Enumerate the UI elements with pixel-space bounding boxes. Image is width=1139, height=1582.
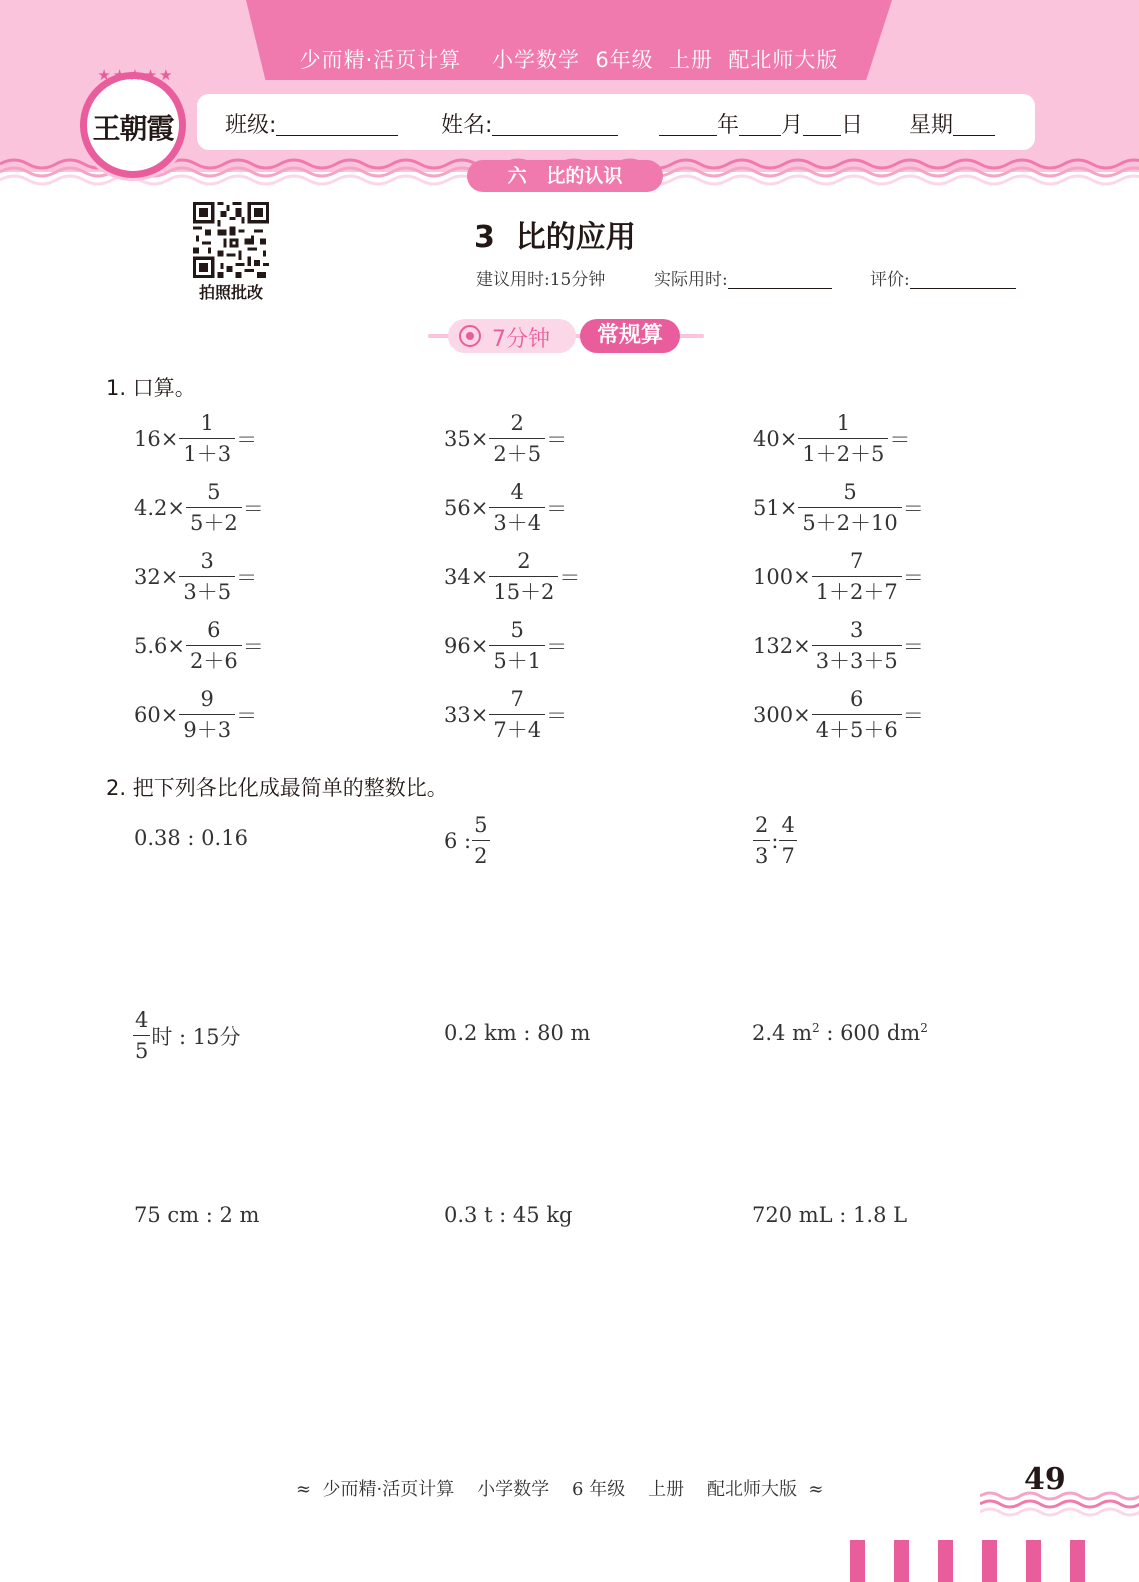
numerator: 6: [850, 687, 864, 711]
qr-code-icon[interactable]: [192, 202, 270, 278]
stripe: [1026, 1540, 1041, 1582]
footer-series: ≈ 少而精·活页计算 小学数学 6 年级 上册 配北师大版 ≈: [296, 1479, 824, 1500]
name-blank[interactable]: [492, 114, 618, 136]
equals-sign: ＝: [546, 634, 568, 659]
date-field[interactable]: [659, 108, 863, 139]
equals-sign: ＝: [242, 634, 264, 659]
superscript: 2: [920, 1021, 928, 1035]
month-blank[interactable]: [739, 114, 781, 136]
mental-math-problem: [753, 617, 924, 674]
mental-math-problem: [134, 410, 257, 467]
mental-math-problem: [444, 479, 567, 536]
denominator: 9＋3: [179, 714, 235, 743]
ratio-problem-7: 75 cm : 2 m: [134, 1203, 260, 1227]
stripe: [938, 1540, 953, 1582]
denominator: 5: [133, 1035, 150, 1064]
fraction: [179, 686, 235, 743]
actual-time-blank[interactable]: [728, 271, 832, 289]
mental-math-problem: [753, 410, 910, 467]
ratio-tail: 时 : 15分: [151, 1024, 241, 1049]
denominator: 7: [779, 840, 796, 869]
mental-math-problem: [134, 617, 264, 674]
numerator: 3: [200, 549, 214, 573]
equals-sign: ＝: [902, 565, 924, 590]
mental-math-problem: [134, 479, 264, 536]
numerator: 4: [510, 480, 524, 504]
fraction: [186, 479, 242, 536]
fraction: [133, 1007, 150, 1064]
fraction: [798, 479, 901, 536]
numerator: 5: [207, 480, 221, 504]
equals-sign: ＝: [236, 427, 258, 452]
ratio-lead: 6 :: [444, 828, 472, 853]
equals-sign: ＝: [546, 703, 568, 728]
numerator: 7: [850, 549, 864, 573]
denominator: 7＋4: [489, 714, 545, 743]
multiplicand: 100×: [753, 564, 811, 589]
denominator: 3＋4: [489, 507, 545, 536]
denominator: 4＋5＋6: [812, 714, 902, 743]
fraction: [779, 812, 796, 869]
fraction: [179, 548, 235, 605]
suggested-time: 建议用时:15分钟: [476, 270, 606, 290]
denominator: 1＋2＋7: [812, 576, 902, 605]
lesson-title: 3 比的应用: [474, 220, 636, 255]
multiplicand: 16×: [134, 426, 179, 451]
clock-icon: [459, 325, 481, 347]
name-label: 姓名:: [441, 113, 493, 138]
fraction: [489, 410, 545, 467]
weekday-label: 星期: [909, 113, 954, 138]
question-1-heading: 1. 口算。: [106, 376, 196, 400]
multiplicand: 51×: [753, 495, 798, 520]
ratio-problem-4: [132, 1007, 241, 1064]
multiplicand: 300×: [753, 702, 811, 727]
logo-text: 王朝霞: [92, 112, 174, 145]
mental-math-problem: [444, 617, 567, 674]
class-blank[interactable]: [276, 114, 398, 136]
multiplicand: 96×: [444, 633, 489, 658]
ratio-part: : 600 dm: [819, 1021, 921, 1045]
ratio-colon: :: [771, 828, 779, 853]
publisher-logo: [80, 72, 186, 178]
equals-sign: ＝: [902, 496, 924, 521]
actual-time-field[interactable]: [654, 265, 832, 290]
class-label: 班级:: [225, 113, 277, 138]
mental-math-problem: [134, 686, 257, 743]
fraction: [812, 686, 902, 743]
multiplicand: 132×: [753, 633, 811, 658]
denominator: 5＋2: [186, 507, 242, 536]
name-field[interactable]: [441, 108, 618, 139]
weekday-field[interactable]: [909, 108, 995, 139]
numerator: 7: [510, 687, 524, 711]
numerator: 6: [207, 618, 221, 642]
fraction: [186, 617, 242, 674]
multiplicand: 34×: [444, 564, 489, 589]
multiplicand: 56×: [444, 495, 489, 520]
fraction: [489, 479, 545, 536]
ratio-problem-8: 0.3 t : 45 kg: [444, 1203, 573, 1227]
mental-math-problem: [444, 548, 580, 605]
ratio-problem-5: 0.2 km : 80 m: [444, 1021, 591, 1045]
denominator: 3＋3＋5: [812, 645, 902, 674]
numerator: 3: [850, 618, 864, 642]
ratio-problem-6: [752, 1021, 928, 1045]
denominator: 5＋1: [489, 645, 545, 674]
stripe: [1070, 1540, 1085, 1582]
denominator: 1＋2＋5: [798, 438, 888, 467]
fraction: [489, 617, 545, 674]
year-label: 年: [717, 113, 740, 138]
multiplicand: 5.6×: [134, 633, 185, 658]
numerator: 5: [843, 480, 857, 504]
fraction: [179, 410, 235, 467]
series-title: 少而精·活页计算 小学数学 6年级 上册 配北师大版: [299, 48, 839, 72]
fraction: [812, 617, 902, 674]
evaluation-label: 评价:: [870, 270, 910, 290]
mental-math-problem: [753, 686, 924, 743]
ratio-problem-2: [444, 812, 491, 869]
denominator: 2＋6: [186, 645, 242, 674]
question-2-heading: 2. 把下列各比化成最简单的整数比。: [106, 776, 448, 800]
ratio-problem-1: 0.38 : 0.16: [134, 826, 248, 850]
equals-sign: ＝: [546, 427, 568, 452]
actual-time-label: 实际用时:: [654, 270, 728, 290]
denominator: 5＋2＋10: [798, 507, 901, 536]
month-label: 月: [781, 113, 804, 138]
fraction: [472, 812, 489, 869]
mental-math-problem: [753, 479, 924, 536]
equals-sign: ＝: [889, 427, 911, 452]
evaluation-field[interactable]: [870, 265, 1016, 290]
equals-sign: ＝: [902, 703, 924, 728]
stripe: [850, 1540, 865, 1582]
equals-sign: ＝: [236, 565, 258, 590]
superscript: 2: [812, 1021, 820, 1035]
weekday-blank[interactable]: [953, 114, 995, 136]
numerator: 9: [200, 687, 214, 711]
student-info-box: [197, 94, 1035, 150]
exercise-type-tag: 常规算: [580, 319, 680, 353]
fraction: [489, 548, 558, 605]
fraction: [798, 410, 888, 467]
ratio-part: 2.4 m: [752, 1021, 812, 1045]
ratio-problem-9: 720 mL : 1.8 L: [752, 1203, 908, 1227]
mental-math-problem: [753, 548, 924, 605]
page-number: 49: [1024, 1462, 1066, 1497]
denominator: 3＋5: [179, 576, 235, 605]
multiplicand: 33×: [444, 702, 489, 727]
multiplicand: 32×: [134, 564, 179, 589]
denominator: 3: [753, 840, 770, 869]
numerator: 4: [135, 1008, 149, 1032]
denominator: 2: [472, 840, 489, 869]
stripe: [982, 1540, 997, 1582]
timer-text: 7分钟: [492, 327, 550, 352]
mental-math-problem: [444, 410, 567, 467]
logo-stars-icon: ★★★★★: [97, 66, 175, 84]
day-label: 日: [841, 113, 864, 138]
fraction: [812, 548, 902, 605]
numerator: 2: [510, 411, 524, 435]
multiplicand: 60×: [134, 702, 179, 727]
multiplicand: 4.2×: [134, 495, 185, 520]
stripe: [894, 1540, 909, 1582]
evaluation-blank[interactable]: [910, 271, 1016, 289]
numerator: 2: [517, 549, 531, 573]
year-blank[interactable]: [659, 114, 717, 136]
equals-sign: ＝: [559, 565, 581, 590]
equals-sign: ＝: [902, 634, 924, 659]
fraction: [753, 812, 770, 869]
ratio-problem-3: [752, 812, 798, 869]
numerator: 1: [836, 411, 851, 435]
multiplicand: 40×: [753, 426, 798, 451]
day-blank[interactable]: [803, 114, 841, 136]
numerator: 5: [510, 618, 524, 642]
denominator: 15＋2: [489, 576, 558, 605]
numerator: 4: [781, 813, 795, 837]
qr-label: 拍照批改: [198, 283, 263, 302]
denominator: 1＋3: [179, 438, 235, 467]
denominator: 2＋5: [489, 438, 545, 467]
mental-math-problem: [444, 686, 567, 743]
class-field[interactable]: [225, 108, 398, 139]
mental-math-problem: [134, 548, 257, 605]
numerator: 5: [474, 813, 488, 837]
numerator: 1: [200, 411, 214, 435]
equals-sign: ＝: [242, 496, 264, 521]
chapter-badge: 六 比的认识: [467, 160, 663, 192]
multiplicand: 35×: [444, 426, 489, 451]
fraction: [489, 686, 545, 743]
equals-sign: ＝: [546, 496, 568, 521]
equals-sign: ＝: [236, 703, 258, 728]
numerator: 2: [755, 813, 769, 837]
